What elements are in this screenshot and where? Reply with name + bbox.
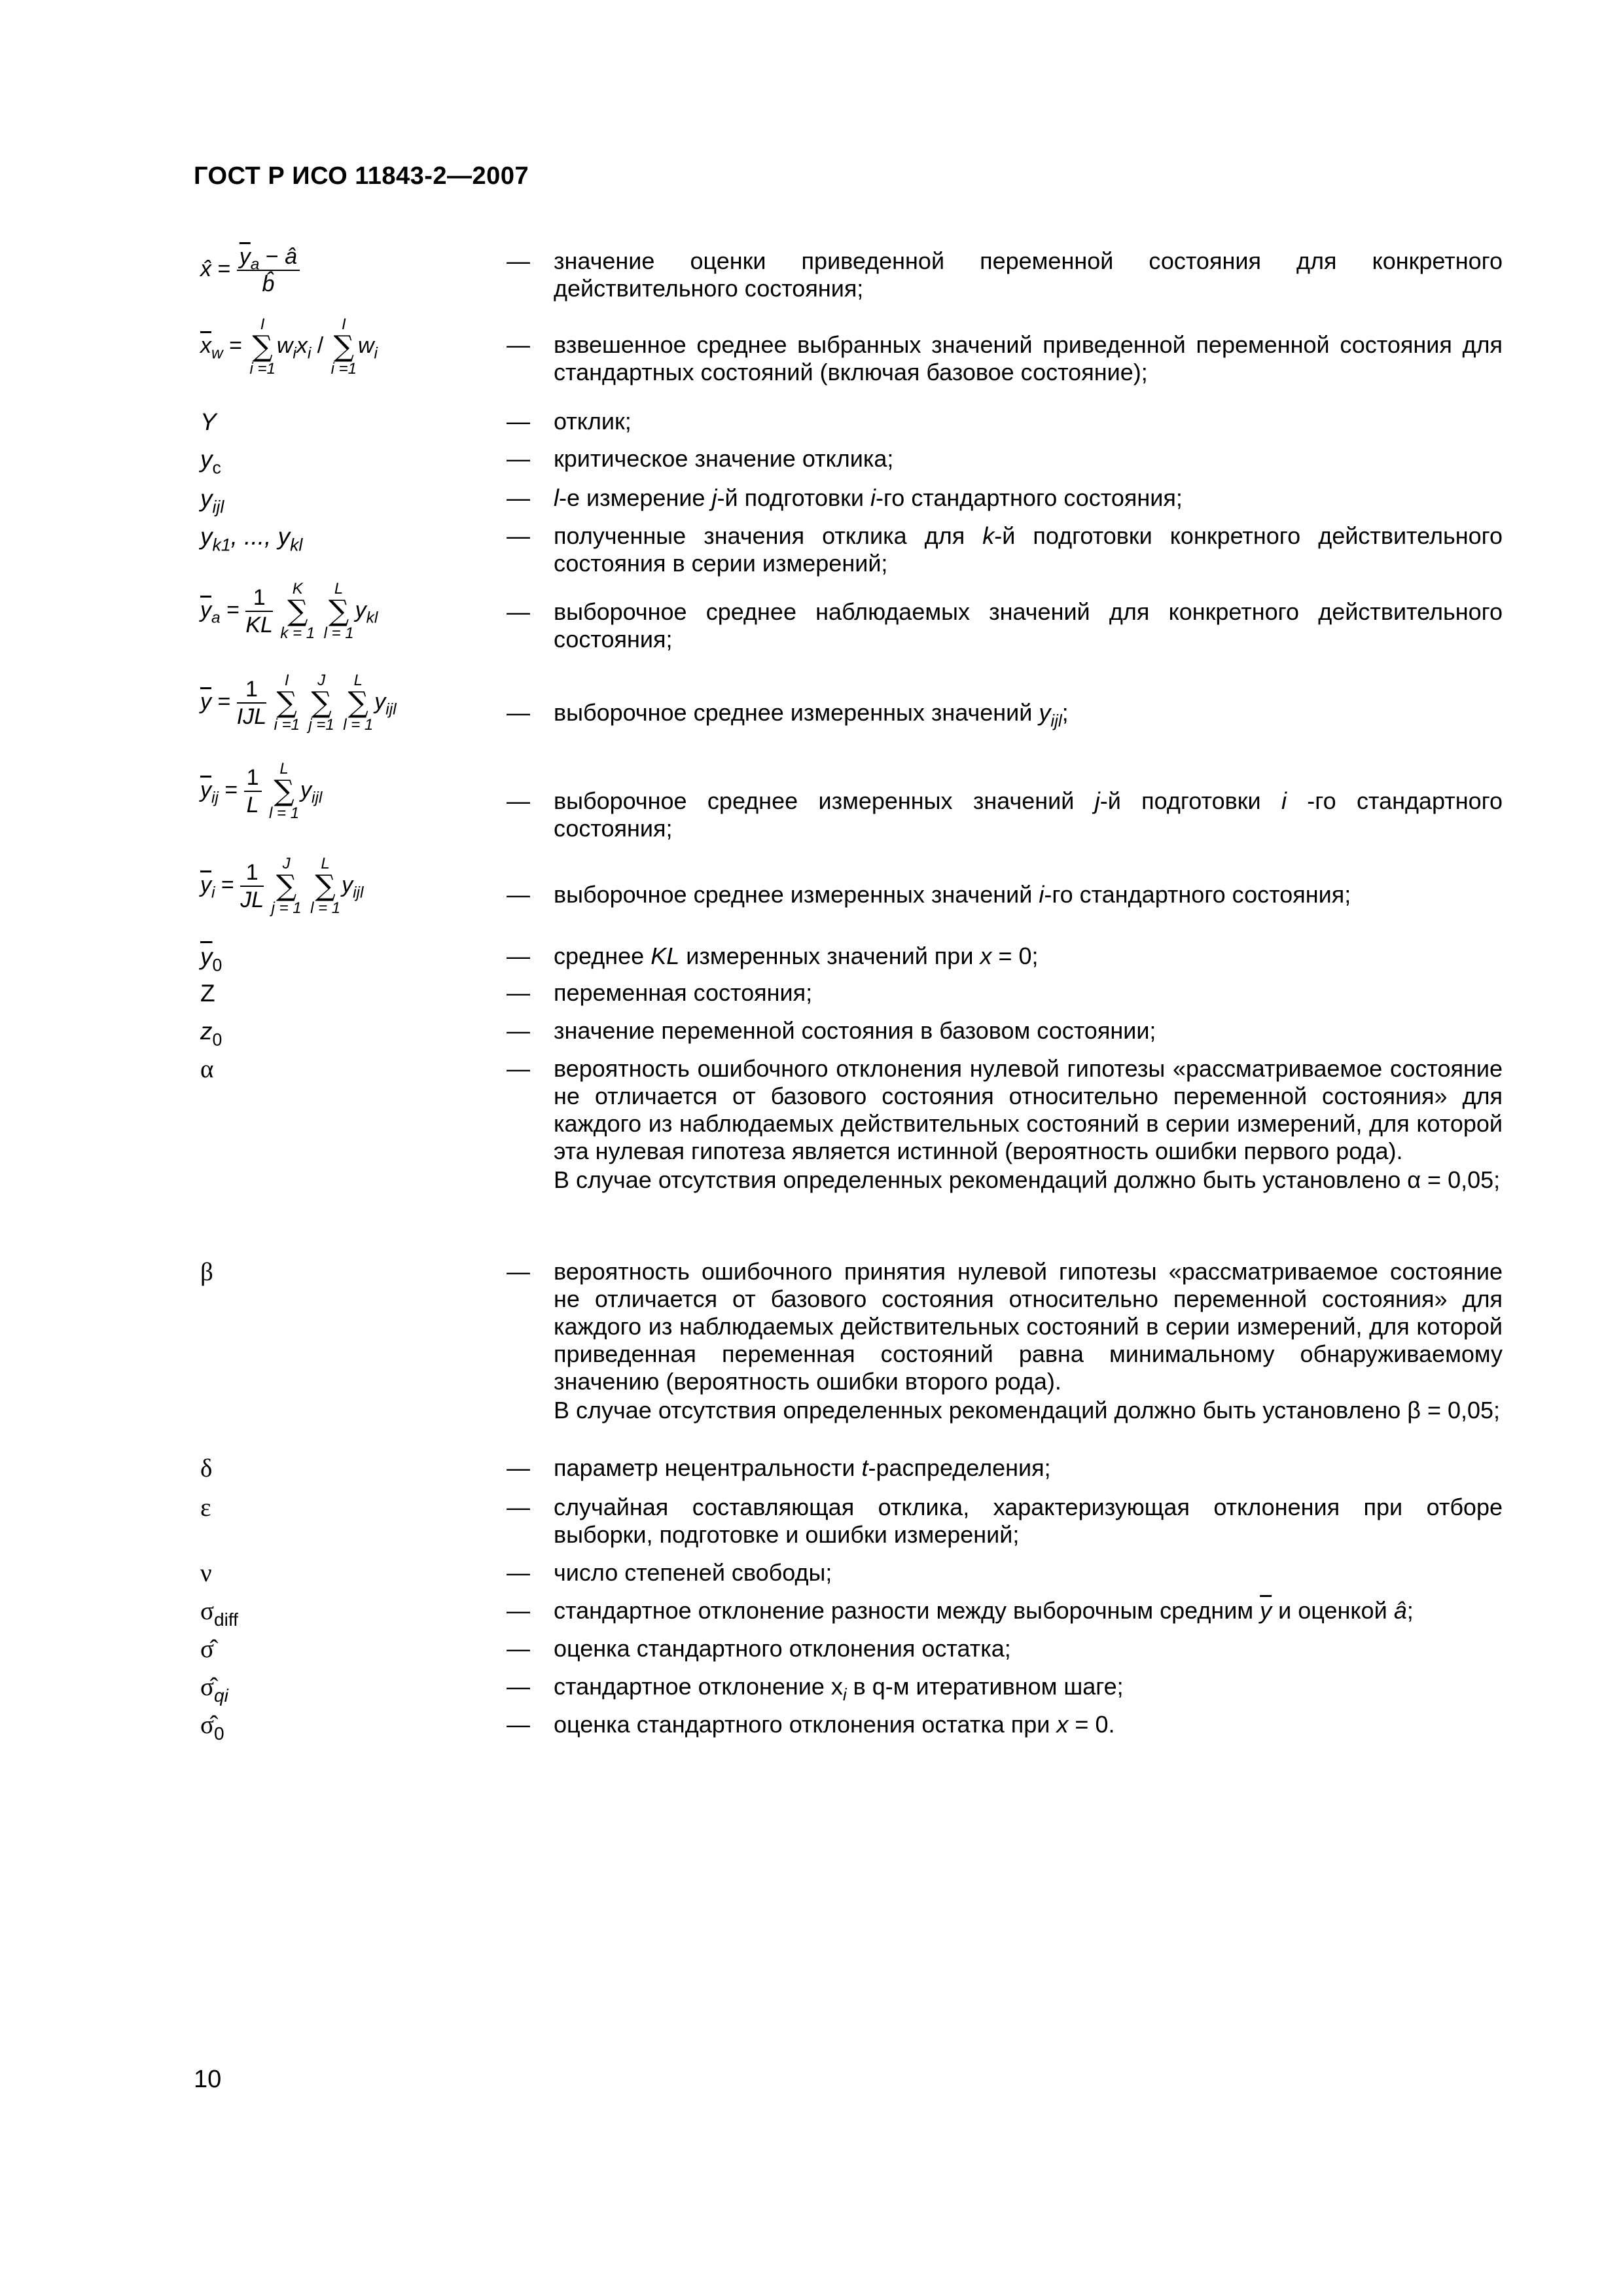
symbol-alpha: α xyxy=(200,1055,214,1083)
symbol-yk: $y_{k1}$, ..., $y_{kl}$ xyxy=(200,523,303,555)
symbol-s0: $\sigmâ_0$ xyxy=(200,1711,224,1744)
entry-definition: оценка стандартного отклонения остатка; xyxy=(554,1635,1011,1662)
entry-dash: — xyxy=(507,445,530,472)
entry-definition: значение оценки приведенной переменной состояния для конкретного действительного состояния; xyxy=(554,247,1503,302)
entry-definition: оценка стандартного отклонения остатка при x = 0. xyxy=(554,1711,1115,1738)
entry-dash: — xyxy=(507,1055,530,1082)
entry-definition: выборочное среднее измеренных значений i-го стандартного состояния; xyxy=(554,881,1351,908)
entry-definition: случайная составляющая отклика, характеризующая отклонения при отборе выборки, подготовке и ошибки измерений; xyxy=(554,1494,1503,1548)
entry-dash: — xyxy=(507,942,530,969)
definition-note: В случае отсутствия определенных рекомендаций должно быть установлено α = 0,05; xyxy=(554,1166,1501,1193)
entry-definition: взвешенное среднее выбранных значений приведенной переменной состояния для стандартных состояний (включая базовое состояние); xyxy=(554,331,1503,386)
entry-definition: переменная состояния; xyxy=(554,979,813,1006)
entry-dash: — xyxy=(507,1494,530,1520)
symbol-delta: δ xyxy=(200,1454,213,1482)
page-number: 10 xyxy=(194,2066,222,2093)
definition-main: вероятность ошибочного принятия нулевой гипотезы «рассматриваемое состояние не отличается от базового состояния относительно переменной состояния» для каждого из наблюдаемых действительных состояний в серии измерений, для которой приведенная переменная состояний равна минимальному обнаруживаемому значению (вероятность ошибки второго рода). xyxy=(554,1258,1503,1395)
formula-yij: $\overline{y}_{ij}$ = $\frac{1}{L}$ L ∑ l = 1 $y_{ijl}$ xyxy=(200,760,323,822)
entry-definition xyxy=(554,1055,1503,1194)
formula-ybar: $\overline{y}$ = $\frac{1}{\text{IJL}}$ I ∑ i =1 J ∑ j =1 L ∑ l = 1 $y_{ijl}$ xyxy=(200,672,397,734)
formula-xhat: x̂ = $\frac{\overline{y}_a - â}{b̂}$ xyxy=(200,243,300,297)
entry-definition: число степеней свободы; xyxy=(554,1559,832,1586)
symbol-Y: Y xyxy=(200,408,217,435)
entry-dash: — xyxy=(507,1454,530,1481)
symbol-yc: $y_c$ xyxy=(200,446,221,478)
entry-definition: критическое значение отклика; xyxy=(554,445,894,472)
entry-definition: значение переменной состояния в базовом состоянии; xyxy=(554,1017,1156,1044)
entry-dash: — xyxy=(507,1017,530,1044)
entry-definition: среднее KL измеренных значений при x = 0; xyxy=(554,942,1039,969)
entry-dash: — xyxy=(507,331,530,358)
formula-yi: $\overline{y}_i$ = $\frac{1}{JL}$ J ∑ j = 1 L ∑ l = 1 $y_{ijl}$ xyxy=(200,855,364,917)
entry-dash: — xyxy=(507,247,530,274)
formula-xw: $\overline{x}_w$ = I ∑ i =1 $w_ix_i$ / I ∑ i =1 $w_i$ xyxy=(200,315,378,378)
entry-dash: — xyxy=(507,1673,530,1700)
entry-definition: l-е измерение j-й подготовки i-го стандартного состояния; xyxy=(554,484,1183,511)
entry-definition: отклик; xyxy=(554,408,632,435)
definition-note: В случае отсутствия определенных рекомендаций должно быть установлено β = 0,05; xyxy=(554,1397,1501,1424)
entry-dash: — xyxy=(507,881,530,908)
entry-dash: — xyxy=(507,598,530,625)
entry-definition: стандартное отклонение $x_i$ в q-м итеративном шаге; xyxy=(554,1673,1124,1705)
document-header: ГОСТ Р ИСО 11843-2—2007 xyxy=(194,162,529,190)
entry-dash: — xyxy=(507,699,530,726)
symbol-shat: σ̂ xyxy=(200,1635,215,1663)
entry-definition: стандартное отклонение разности между выборочным средним $\overline{y}$ и оценкой â; xyxy=(554,1597,1414,1624)
entry-dash: — xyxy=(507,1597,530,1624)
entry-dash: — xyxy=(507,1559,530,1586)
entry-dash: — xyxy=(507,408,530,435)
entry-dash: — xyxy=(507,1635,530,1662)
formula-ya: $\overline{y}_a$ = $\frac{1}{KL}$ K ∑ k = 1 L ∑ l = 1 $y_{kl}$ xyxy=(200,580,378,642)
entry-definition: выборочное среднее измеренных значений j-й подготовки i -го стандартного состояния; xyxy=(554,787,1503,842)
symbol-beta: β xyxy=(200,1258,213,1286)
entry-dash: — xyxy=(507,484,530,511)
entry-definition: выборочное среднее измеренных значений $y_{ijl}$; xyxy=(554,699,1069,731)
symbol-sdiff: $\sigma_{diff}$ xyxy=(200,1597,238,1630)
symbol-yijl: $y_{ijl}$ xyxy=(200,485,224,517)
entry-dash: — xyxy=(507,1711,530,1738)
entry-definition xyxy=(554,1258,1503,1424)
definition-main: вероятность ошибочного отклонения нулевой гипотезы «рассматриваемое состояние не отличается от базового состояния относительно переменной состояния» для каждого из наблюдаемых действительных состояний в серии измерений, для которой эта нулевая гипотеза является истинной (вероятность ошибки первого рода). xyxy=(554,1055,1503,1164)
entry-dash: — xyxy=(507,522,530,549)
symbol-epsilon: ε xyxy=(200,1494,211,1522)
entry-definition: выборочное среднее наблюдаемых значений для конкретного действительного состояния; xyxy=(554,598,1503,653)
symbol-z0: $z_0$ xyxy=(200,1018,223,1050)
symbol-nu: ν xyxy=(200,1559,212,1587)
entry-dash: — xyxy=(507,787,530,814)
entry-definition: параметр нецентральности t-распределения; xyxy=(554,1454,1051,1481)
symbol-sqi: $\sigmâ_{qi}$ xyxy=(200,1673,228,1706)
symbol-Z: Z xyxy=(200,980,215,1007)
entry-dash: — xyxy=(507,979,530,1006)
symbol-y0: $\overline{y}_0$ xyxy=(200,943,223,975)
entry-dash: — xyxy=(507,1258,530,1285)
entry-definition: полученные значения отклика для k-й подготовки конкретного действительного состояния в серии измерений; xyxy=(554,522,1503,577)
